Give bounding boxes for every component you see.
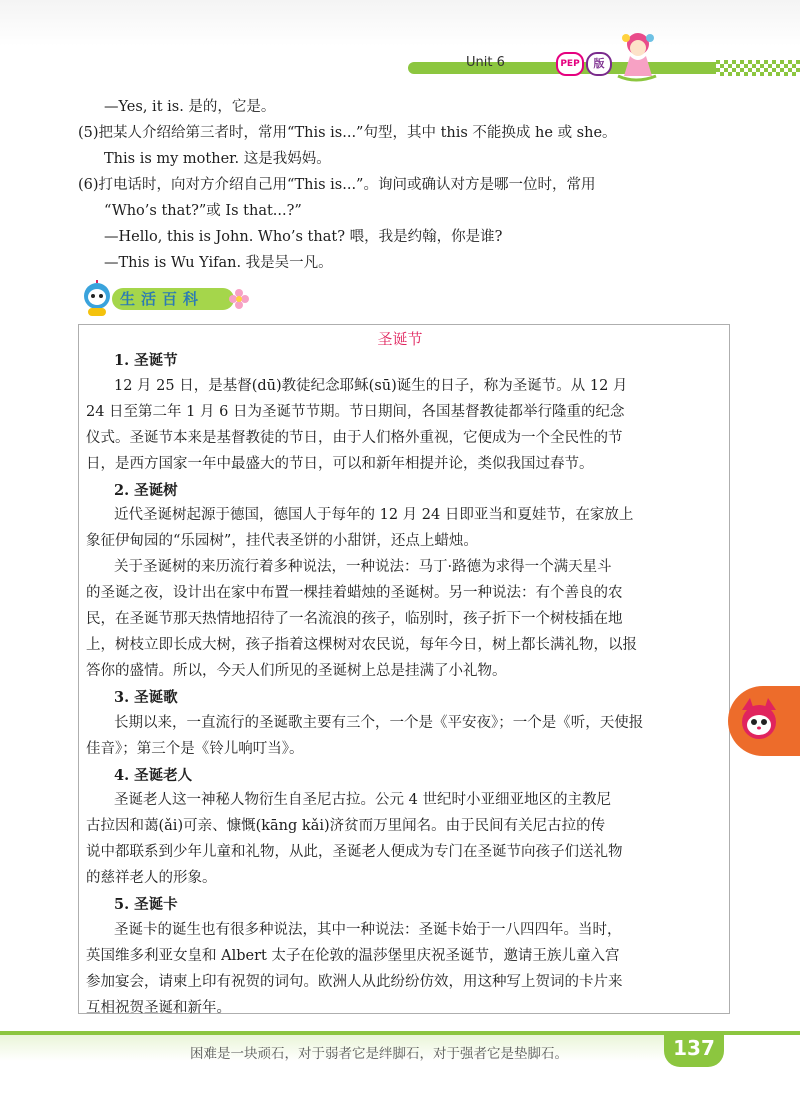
box-line: 长期以来，一直流行的圣诞歌主要有三个，一个是《平安夜》；一个是《听，天使报: [114, 714, 644, 731]
box-line: 的慈祥老人的形象。: [86, 870, 217, 887]
flower-icon: [228, 288, 250, 310]
box-line: 24 日至第二年 1 月 6 日为圣诞节节期。节日期间，各国基督教徒都举行隆重的纪念: [86, 403, 625, 420]
text-line: (5)把某人介绍给第三者时，常用“This is...”句型，其中 this 不能换成 he 或 she。: [78, 125, 617, 141]
box-line: 民，在圣诞节那天热情地招待了一名流浪的孩子，临别时，孩子折下一个树枝插在地: [86, 611, 623, 628]
box-line: 近代圣诞树起源于德国，德国人于每年的 12 月 24 日即亚当和夏娃节，在家放上: [114, 507, 634, 524]
box-line: 圣诞卡的诞生也有很多种说法，其中一种说法：圣诞卡始于一八四四年。当时，: [114, 921, 622, 938]
pep-badge: PEP: [556, 52, 584, 76]
box-line: 英国维多利亚女皇和 Albert 太子在伦敦的温莎堡里庆祝圣诞节，邀请王族儿童入宫: [86, 947, 620, 964]
top-text-block: [78, 94, 758, 276]
box-line: 佳音》；第三个是《铃儿响叮当》。: [86, 740, 304, 757]
box-body: [86, 348, 726, 1022]
text-line: (6)打电话时，向对方介绍自己用“This is...”。询问或确认对方是哪一位时，常用: [78, 177, 596, 193]
box-title: 圣诞节: [377, 330, 423, 348]
text-line: —Yes, it is. 是的，它是。: [104, 99, 276, 115]
section-title: 生活百科: [120, 290, 205, 308]
box-line: 说中都联系到少年儿童和礼物，从此，圣诞老人便成为专门在圣诞节向孩子们送礼物: [86, 844, 623, 861]
box-line: 古拉因和蔼(ǎi)可亲、慷慨(kāng kǎi)济贫而万里闻名。由于民间有关尼古拉的传: [86, 818, 606, 835]
robot-mascot-icon: [80, 280, 114, 318]
cat-mascot-icon: [734, 696, 784, 746]
box-line: 答你的盛情。所以，今天人们所见的圣诞树上总是挂满了小礼物。: [86, 662, 507, 679]
text-line: —This is Wu Yifan. 我是吴一凡。: [104, 255, 333, 271]
box-subheading: 4. 圣诞老人: [114, 766, 193, 784]
box-subheading: 1. 圣诞节: [114, 352, 178, 369]
text-line: “Who’s that?”或 Is that...?”: [104, 203, 302, 219]
box-subheading: 5. 圣诞卡: [114, 896, 178, 914]
header-checker-pattern: [716, 60, 800, 76]
girl-mascot-icon: [608, 30, 664, 84]
box-line: 圣诞老人这一神秘人物衍生自圣尼古拉。公元 4 世纪时小亚细亚地区的主教尼: [114, 792, 611, 809]
box-line: 象征伊甸园的“乐园树”，挂代表圣饼的小甜饼，还点上蜡烛。: [86, 533, 478, 550]
box-subheading: 2. 圣诞树: [114, 481, 178, 499]
unit-label: Unit 6: [466, 55, 505, 70]
box-line: 互相祝贺圣诞和新年。: [86, 999, 231, 1016]
box-line: 关于圣诞树的来历流行着多种说法，一种说法：马丁·路德为求得一个满天星斗: [114, 559, 612, 576]
box-line: 仪式。圣诞节本来是基督教徒的节日，由于人们格外重视，它便成为一个全民性的节: [86, 429, 623, 446]
header-band: [0, 0, 800, 46]
text-line: —Hello, this is John. Who’s that? 喂，我是约翰，你是谁?: [104, 229, 503, 245]
section-heading: [80, 280, 280, 320]
page-number: 137: [673, 1036, 715, 1060]
box-line: 参加宴会，请柬上印有祝贺的词句。欧洲人从此纷纷仿效，用这种写上贺词的卡片来: [86, 973, 623, 990]
edition-badge: 版: [586, 52, 612, 76]
box-subheading: 3. 圣诞歌: [114, 688, 178, 706]
box-line: 的圣诞之夜，设计出在家中布置一棵挂着蜡烛的圣诞树。另一种说法：有个善良的农: [86, 585, 623, 602]
box-line: 12 月 25 日，是基督(dū)教徒纪念耶稣(sū)诞生的日子，称为圣诞节。从 12 月: [114, 377, 628, 394]
box-line: 日，是西方国家一年中最盛大的节日，可以和新年相提并论，类似我国过春节。: [86, 455, 594, 472]
text-line: This is my mother. 这是我妈妈。: [104, 151, 331, 167]
box-line: 上，树枝立即长成大树，孩子指着这棵树对农民说，每年今日，树上都长满礼物，以报: [86, 636, 637, 653]
footer-motto: 困难是一块顽石，对于弱者它是绊脚石，对于强者它是垫脚石。: [190, 1046, 568, 1062]
